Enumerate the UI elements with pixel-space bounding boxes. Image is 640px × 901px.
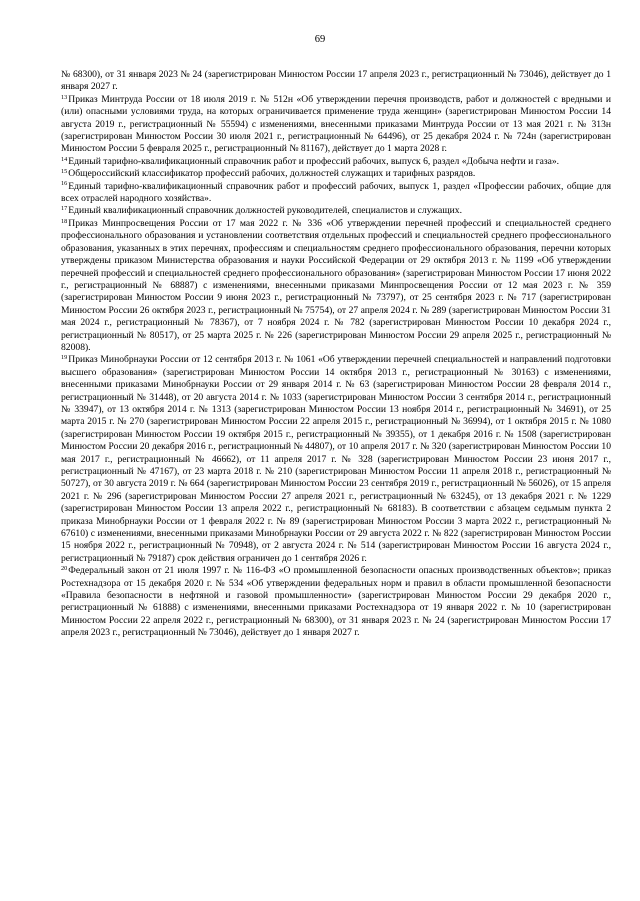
footnote-number: 16 [61,180,68,188]
footnote-text: Общероссийский классификатор профессий рабочих, должностей служащих и тарифных разрядов. [68,168,476,180]
footnote-text: № 68300), от 31 января 2023 № 24 (зарегистрирован Минюстом России 17 апреля 2023 г., регистрационный № 73046), действует до 1 января 2027 г. [61,69,611,93]
footnote-18 [61,218,611,354]
footnote-text: Приказ Минтруда России от 18 июля 2019 г. № 512н «Об утверждении перечня производств, работ и должностей с вредными и (или) опасными условиями труда, на которых ограничивается применение труда женщин» (зарегистрирован Минюстом России 14 августа 2019 г., регистрационный № 55594) с изменениями, внесенными приказами Минтруда России от 13 мая 2021 г. № 313н (зарегистрирован Минюстом России 30 июля 2021 г., регистрационный № 64496), от 25 декабря 2024 г. № 724н (зарегистрирован Минюстом России 5 февраля 2025 г., регистрационный № 81167), действует до 1 марта 2028 г. [61,93,611,155]
footnote-text: Федеральный закон от 21 июля 1997 г. № 116-ФЗ «О промышленной безопасности опасных производственных объектов»; приказ Ростехнадзора от 15 декабря 2020 г. № 534 «Об утверждении федеральных норм и правил в области промышленной безопасности «Правила безопасности в нефтяной и газовой промышленности» (зарегистрирован Минюстом России 29 декабря 2020 г., регистрационный № 61888) с изменениями, внесенными приказами Ростехнадзора от 19 января 2022 г. № 10 (зарегистрирован Минюстом России 22 апреля 2022 г., регистрационный № 68300), от 31 января 2023 г. № 24 (зарегистрирован Минюстом России 17 апреля 2023 г., регистрационный № 73046), действует до 1 января 2027 г. [61,565,611,639]
footnote-number: 19 [61,354,68,362]
footnote-text: Приказ Минпросвещения России от 17 мая 2022 г. № 336 «Об утверждении перечней профессий и специальностей среднего профессионального образования и установлении соответствия отдельных профессий и специальностей среднего профессионального образования, указанных в этих перечнях, профессиям и специальностям среднего профессионального образования, перечни которых утверждены приказом Министерства образования и науки Российской Федерации от 29 октября 2013 г. № 1199 «Об утверждении перечней профессий и специальностей среднего профессионального образования» (зарегистрирован Минюстом России 17 июня 2022 г., регистрационный № 68887) с изменениями, внесенными приказами Минпросвещения России от 12 мая 2023 г. № 359 (зарегистрирован Минюстом России 9 июня 2023 г., регистрационный № 73797), от 25 сентября 2023 г. № 717 (зарегистрирован Минюстом России 26 октября 2023 г., регистрационный № 75754), от 27 апреля 2024 г. № 289 (зарегистрирован Минюстом России 31 мая 2024 г., регистрационный № 78367), от 7 ноября 2024 г. № 782 (зарегистрирован Минюстом России 10 декабря 2024 г., регистрационный № 80517), от 25 марта 2025 г. № 226 (зарегистрирован Минюстом России 29 апреля 2025 г., регистрационный № 82008). [61,217,611,353]
footnote-text: Единый квалификационный справочник должностей руководителей, специалистов и служащих. [68,205,462,217]
footnote-text: Приказ Минобрнауки России от 12 сентября 2013 г. № 1061 «Об утверждении перечней специальностей и направлений подготовки высшего образования» (зарегистрирован Минюстом России 14 октября 2013 г., регистрационный № 30163) с изменениями, внесенными приказами Минобрнауки России от 29 января 2014 г. № 63 (зарегистрирован Минюстом России 28 февраля 2014 г., регистрационный № 31448), от 20 августа 2014 г. № 1033 (зарегистрирован Минюстом России 3 сентября 2014 г., регистрационный № 33947), от 13 октября 2014 г. № 1313 (зарегистрирован Минюстом России 13 ноября 2014 г., регистрационный № 34691), от 25 марта 2015 г. № 270 (зарегистрирован Минюстом России 22 апреля 2015 г., регистрационный № 36994), от 1 октября 2015 г. № 1080 (зарегистрирован Минюстом России 19 октября 2015 г., регистрационный № 39355), от 1 декабря 2016 г. № 1508 (зарегистрирован Минюстом России 20 декабря 2016 г., регистрационный № 44807), от 10 апреля 2017 г. № 320 (зарегистрирован Минюстом России 10 мая 2017 г., регистрационный № 46662), от 11 апреля 2017 г. № 328 (зарегистрирован Минюстом России 23 июня 2017 г., регистрационный № 47167), от 23 марта 2018 г. № 210 (зарегистрирован Минюстом России 11 апреля 2018 г., регистрационный № 50727), от 30 августа 2019 г. № 664 (зарегистрирован Минюстом России 23 сентября 2019 г., регистрационный № 56026), от 15 апреля 2021 г. № 296 (зарегистрирован Минюстом России 27 апреля 2021 г., регистрационный № 63245), от 13 декабря 2021 г. № 1229 (зарегистрирован Минюстом России 13 апреля 2022 г., регистрационный № 68183). В соответствии с абзацем седьмым пункта 2 приказа Минобрнауки России от 1 февраля 2022 г. № 89 (зарегистрирован Минюстом России 3 марта 2022 г., регистрационный № 67610) с изменениями, внесенными приказами Минобрнауки России от 29 августа 2022 г. № 822 (зарегистрирован Минюстом России 15 ноября 2022 г., регистрационный № 70948), от 2 августа 2024 г. № 514 (зарегистрирован Минюстом России 16 августа 2024 г., регистрационный № 79187) срок действия ограничен до 1 сентября 2026 г. [61,354,611,564]
footnote-text: Единый тарифно-квалификационный справочник работ и профессий рабочих, выпуск 6, раздел «Добыча нефти и газа». [68,155,560,167]
footnote-number: 17 [61,205,68,213]
footnote-number: 14 [61,155,68,163]
footnote-text: Единый тарифно-квалификационный справочник работ и профессий рабочих, выпуск 1, раздел «Профессии рабочих, общие для всех отраслей народного хозяйства». [61,180,611,205]
footnote-17 [61,205,611,217]
footnote-number: 15 [61,168,68,176]
page-number: 69 [314,34,326,45]
footnote-continuation [61,69,611,94]
footnote-number: 18 [61,217,68,225]
footnote-number: 13 [61,93,68,101]
footnote-20 [61,565,611,639]
footnote-number: 20 [61,565,68,573]
footnote-14 [61,156,611,168]
footnote-16 [61,181,611,206]
footnotes-section [61,69,611,640]
footnote-15 [61,168,611,180]
footnote-13 [61,94,611,156]
footnote-19 [61,354,611,565]
